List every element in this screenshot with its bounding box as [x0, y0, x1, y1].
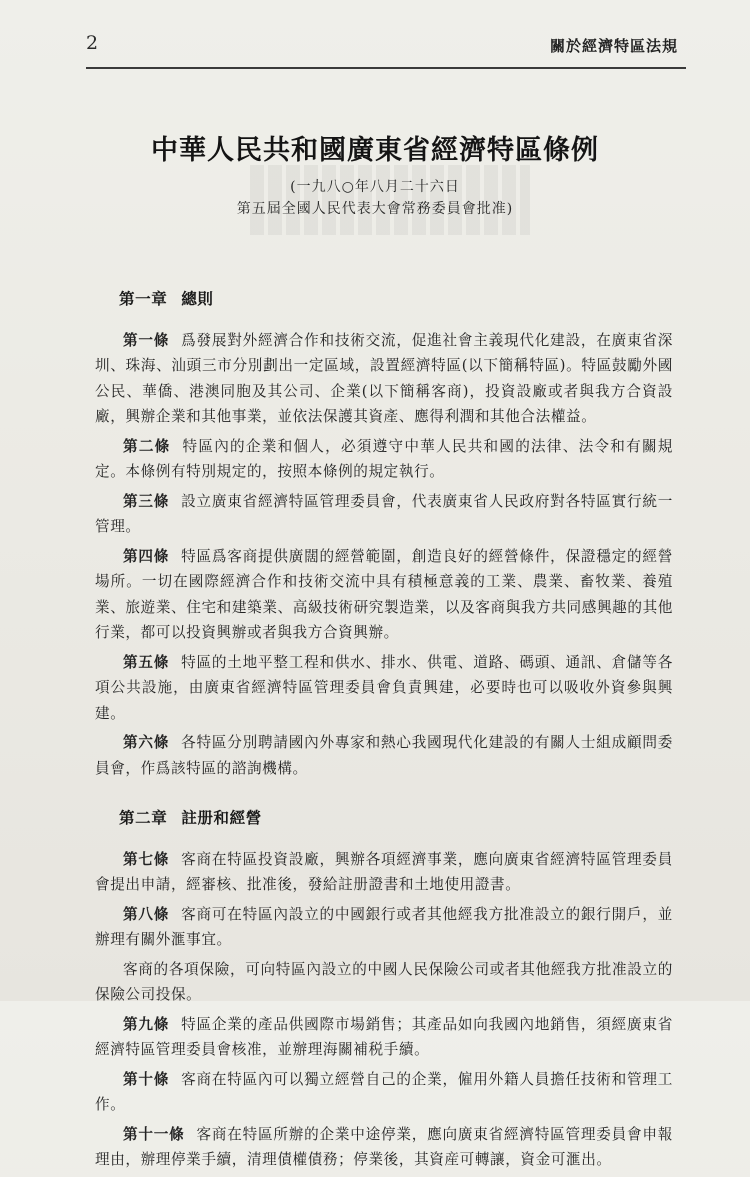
article-paragraph: [95, 328, 673, 430]
article-text: 客商在特區所辦的企業中途停業，應向廣東省經濟特區管理委員會申報理由，辦理停業手續，清理債權債務；停業後，其資産可轉讓，資金可滙出。: [95, 1125, 673, 1168]
article-paragraph: [95, 1122, 673, 1173]
article-paragraph: [95, 1012, 673, 1063]
article-text: 特區爲客商提供廣闊的經營範圍，創造良好的經營條件，保證穩定的經營場所。一切在國際經濟合作和技術交流中具有積極意義的工業、農業、畜牧業、養殖業、旅遊業、住宅和建築業、高級技術研究製造業，以及客商與我方共同感興趣的其他行業，都可以投資興辦或者與我方合資興辦。: [95, 547, 673, 641]
article-paragraph: [95, 1067, 673, 1118]
article-text: 客商的各項保險，可向特區內設立的中國人民保險公司或者其他經我方批准設立的保險公司投保。: [95, 960, 673, 1003]
article-paragraph: [95, 957, 673, 1008]
article-number: 第七條: [123, 850, 170, 868]
article-paragraph: [95, 489, 673, 540]
article-paragraph: [95, 544, 673, 646]
running-header: 關於經濟特區法規: [549, 37, 678, 55]
article-number: 第九條: [123, 1015, 170, 1033]
article-text: 特區內的企業和個人，必須遵守中華人民共和國的法律、法令和有關規定。本條例有特別規定的，按照本條例的規定執行。: [95, 437, 673, 480]
article-paragraph: [95, 650, 673, 727]
article-text: 爲發展對外經濟合作和技術交流，促進社會主義現代化建設，在廣東省深圳、珠海、汕頭三市分別劃出一定區域，設置經濟特區(以下簡稱特區)。特區鼓勵外國公民、華僑、港澳同胞及其公司、企業(以下簡稱客商)，投資設廠或者與我方合資設廠，興辦企業和其他事業，並依法保護其資產、應得利潤和其他合法權益。: [95, 331, 673, 425]
chapter-name: 註册和經營: [181, 808, 262, 827]
document-body: [95, 286, 673, 1177]
header-rule: [86, 67, 686, 69]
article-paragraph: [95, 434, 673, 485]
chapter-number: 第二章: [119, 808, 168, 827]
article-text: 設立廣東省經濟特區管理委員會，代表廣東省人民政府對各特區實行統一管理。: [95, 492, 673, 535]
chapter-heading: [119, 286, 673, 312]
article-paragraph: [95, 847, 673, 898]
chapter-number: 第一章: [119, 289, 168, 308]
page-number: 2: [86, 32, 99, 54]
article-number: 第八條: [123, 905, 170, 923]
article-paragraph: [95, 902, 673, 953]
subtitle-date: (一九八○年八月二十六日: [290, 179, 460, 195]
document-title: 中華人民共和國廣東省經濟特區條例: [151, 135, 599, 166]
chapter-name: 總則: [181, 289, 214, 308]
article-text: 客商在特區內可以獨立經營自己的企業，僱用外籍人員擔任技術和管理工作。: [95, 1070, 673, 1113]
article-text: 客商可在特區內設立的中國銀行或者其他經我方批准設立的銀行開戶，並辦理有關外滙事宜。: [95, 905, 673, 948]
article-number: 第十一條: [123, 1125, 185, 1143]
article-text: 特區企業的產品供國際市場銷售；其產品如向我國內地銷售，須經廣東省經濟特區管理委員會核准，並辦理海關補税手續。: [95, 1015, 673, 1058]
article-number: 第三條: [123, 492, 170, 510]
article-number: 第十條: [123, 1070, 170, 1088]
article-text: 各特區分別聘請國內外專家和熱心我國現代化建設的有關人士組成顧問委員會，作爲該特區的諮詢機構。: [95, 734, 673, 777]
article-number: 第二條: [123, 437, 171, 455]
article-text: 特區的土地平整工程和供水、排水、供電、道路、碼頭、通訊、倉儲等各項公共設施，由廣東省經濟特區管理委員會負責興建，必要時也可以吸收外資參與興建。: [95, 653, 673, 722]
article-text: 客商在特區投資設廠，興辦各項經濟事業，應向廣東省經濟特區管理委員會提出申請，經審核、批准後，發給註册證書和土地使用證書。: [95, 850, 673, 893]
article-number: 第六條: [123, 734, 170, 751]
article-number: 第四條: [123, 547, 170, 565]
article-paragraph: [95, 730, 673, 781]
subtitle-approval: 第五屆全國人民代表大會常務委員會批准): [236, 201, 514, 217]
chapter-heading: [119, 805, 673, 831]
article-number: 第一條: [123, 331, 170, 349]
article-number: 第五條: [123, 653, 170, 671]
